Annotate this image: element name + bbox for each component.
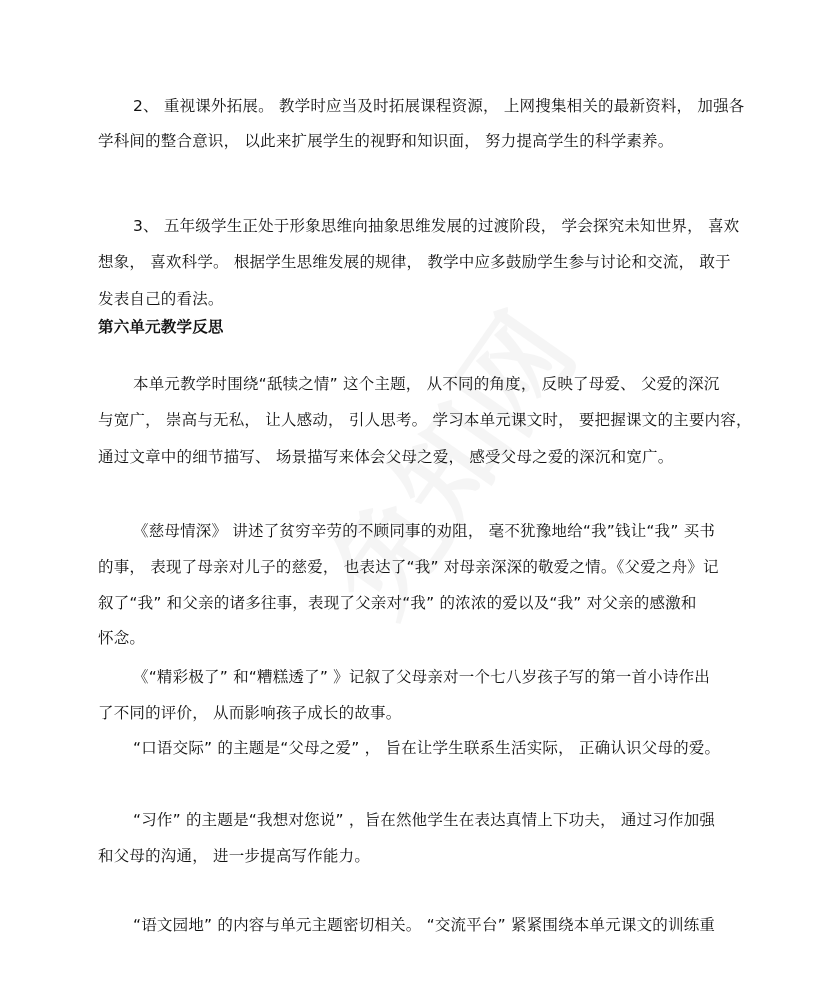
text-line: 想象， 喜欢科学。 根据学生思维发展的规律， 教学中应多鼓励学生参与讨论和交流， 敢于 xyxy=(98,253,731,271)
text-line: 2、 重视课外拓展。 教学时应当及时拓展课程资源， 上网搜集相关的最新资料， 加强各 xyxy=(133,97,745,115)
text-line: 叙了“我” 和父亲的诸多往事，表现了父亲对“我” 的浓浓的爱以及“我” 对父亲的感激和 xyxy=(98,594,697,612)
text-line: 和父母的沟通， 进一步提高写作能力。 xyxy=(98,847,371,865)
text-line: “习作” 的主题是“我想对您说” ，旨在然他学生在表达真情上下功夫， 通过习作加强 xyxy=(133,811,716,829)
text-line: “口语交际” 的主题是“父母之爱” ， 旨在让学生联系生活实际， 正确认识父母的爱。 xyxy=(133,739,721,757)
text-line: 与宽广， 崇高与无私， 让人感动， 引人思考。 学习本单元课文时， 要把握课文的主要内容， xyxy=(98,411,752,429)
text-line: 本单元教学时围绕“舐犊之情” 这个主题， 从不同的角度， 反映了母爱、 父爱的深沉 xyxy=(133,375,720,393)
text-line: 了不同的评价， 从而影响孩子成长的故事。 xyxy=(98,704,402,722)
text-line: 学科间的整合意识， 以此来扩展学生的视野和知识面， 努力提高学生的科学素养。 xyxy=(98,132,674,150)
text-line: 《“精彩极了” 和“糟糕透了” 》记叙了父母亲对一个七八岁孩子写的第一首小诗作出 xyxy=(133,668,710,686)
text-line: 《慈母情深》 讲述了贫穷辛劳的不顾同事的劝阻， 毫不犹豫地给“我”钱让“我” 买书 xyxy=(133,522,716,540)
text-line: 怀念。 xyxy=(98,629,146,647)
text-line: 通过文章中的细节描写、 场景描写来体会父母之爱， 感受父母之爱的深沉和宽广。 xyxy=(98,448,674,466)
text-line: 3、 五年级学生正处于形象思维向抽象思维发展的过渡阶段， 学会探究未知世界， 喜欢 xyxy=(133,217,740,235)
text-line: “语文园地” 的内容与单元主题密切相关。 “交流平台” 紧紧围绕本单元课文的训练重 xyxy=(133,916,716,934)
section-heading: 第六单元教学反思 xyxy=(98,318,224,336)
text-line: 的事， 表现了母亲对儿子的慈爱， 也表达了“我” 对母亲深深的敬爱之情。《父爱之舟》记 xyxy=(98,558,719,576)
text-line: 发表自己的看法。 xyxy=(98,290,224,308)
